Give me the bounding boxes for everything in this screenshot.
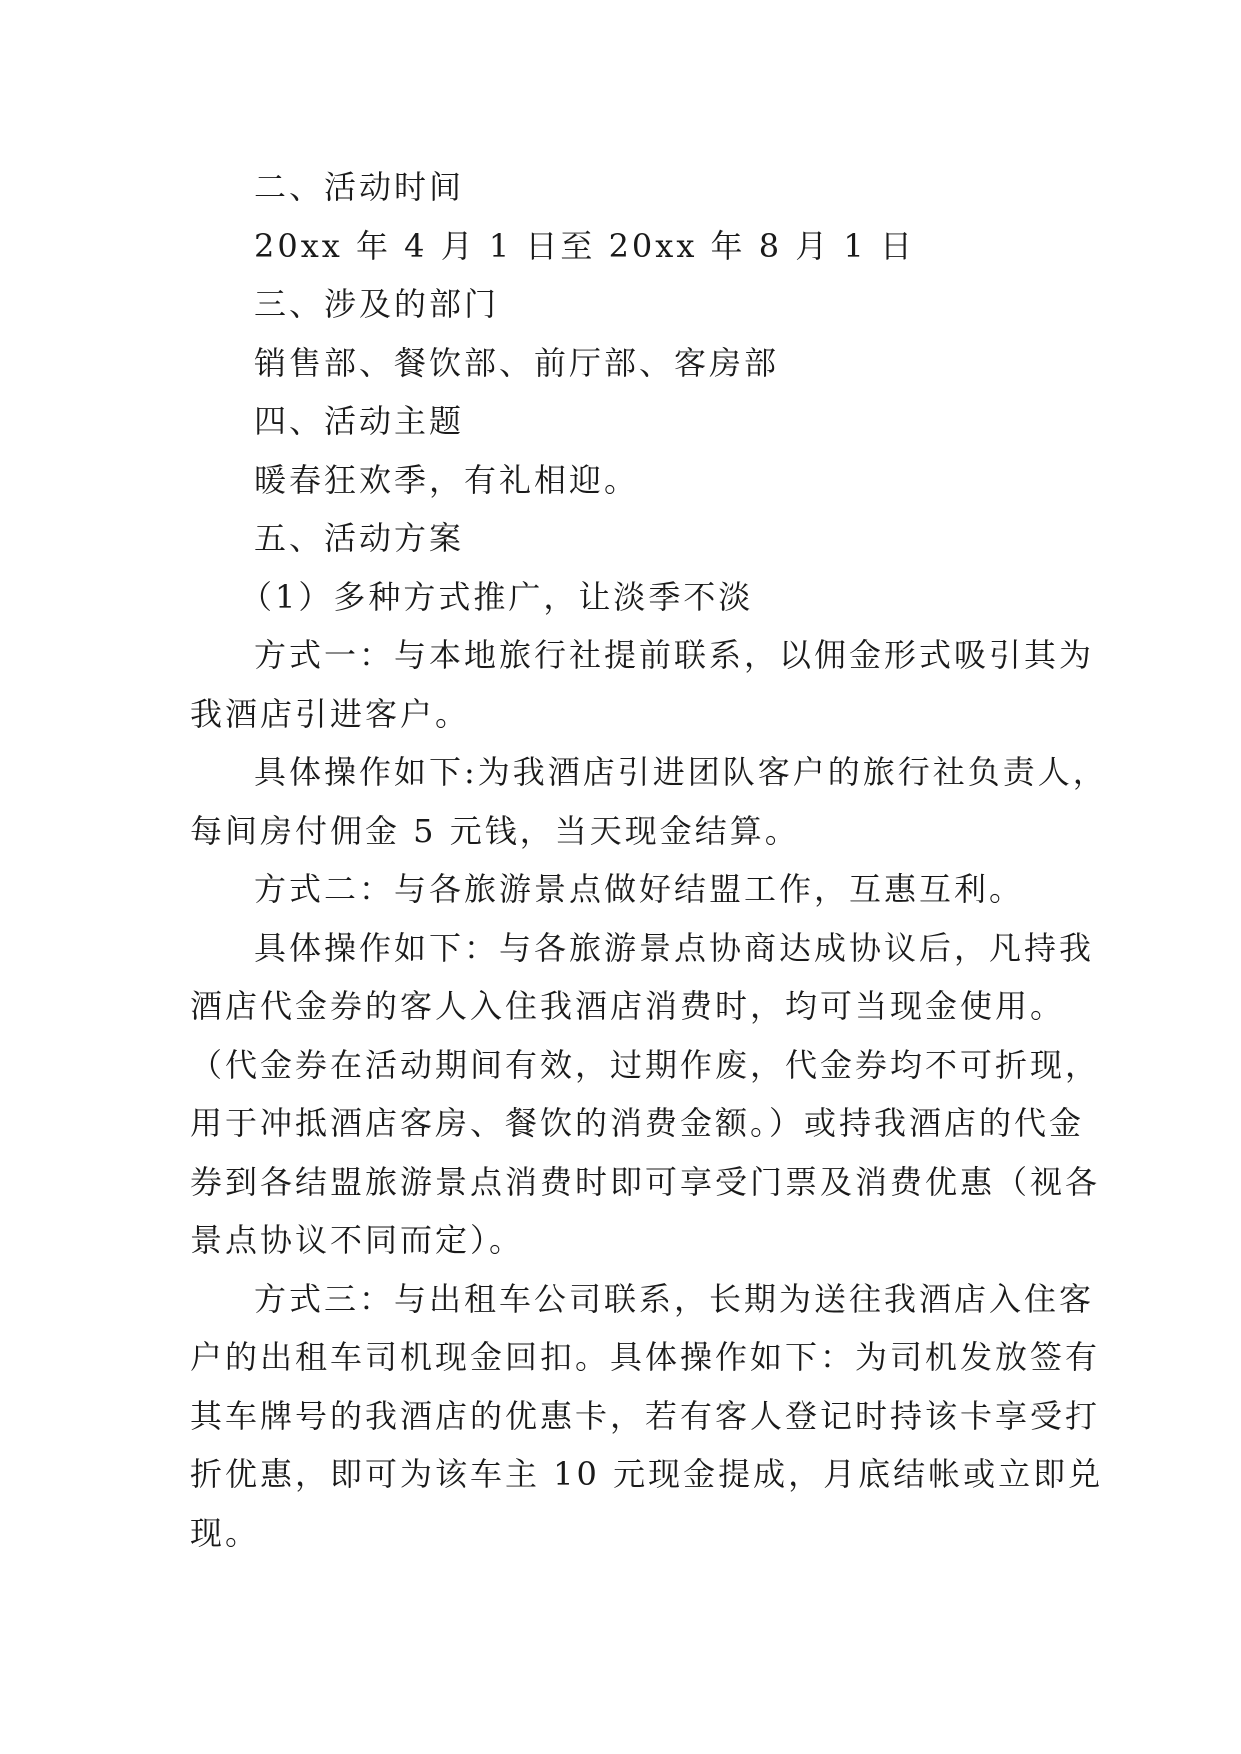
departments-list: 销售部、餐饮部、前厅部、客房部 — [254, 343, 780, 382]
paragraph-line: 具体操作如下：与各旅游景点协商达成协议后，凡持我 — [254, 928, 1095, 967]
section-heading-departments: 三、涉及的部门 — [254, 285, 500, 323]
subsection-heading-promotion: （1）多种方式推广，让淡季不淡 — [240, 577, 754, 616]
paragraph-line: 方式一：与本地旅行社提前联系，以佣金形式吸引其为 — [254, 636, 1095, 674]
paragraph-line: 券到各结盟旅游景点消费时即可享受门票及消费优惠（视各 — [190, 1162, 1101, 1201]
paragraph-line: 方式三：与出租车公司联系，长期为送往我酒店入住客 — [254, 1279, 1095, 1318]
paragraph-line: 现。 — [190, 1513, 261, 1552]
section-heading-activity-time: 二、活动时间 — [254, 168, 465, 206]
paragraph-line: 具体操作如下:为我酒店引进团队客户的旅行社负责人， — [254, 753, 1108, 791]
section-heading-theme: 四、活动主题 — [254, 402, 465, 440]
document-body — [190, 158, 1108, 1562]
paragraph-line: 其车牌号的我酒店的优惠卡，若有客人登记时持该卡享受打 — [190, 1396, 1101, 1435]
activity-theme: 暖春狂欢季，有礼相迎。 — [254, 460, 640, 499]
paragraph-line: 方式二：与各旅游景点做好结盟工作，互惠互利。 — [254, 870, 1025, 908]
paragraph-line: 酒店代金券的客人入住我酒店消费时，均可当现金使用。 — [190, 987, 1066, 1025]
paragraph-line: 景点协议不同而定）。 — [190, 1221, 525, 1259]
paragraph-line: 每间房付佣金 5 元钱，当天现金结算。 — [190, 811, 800, 850]
section-heading-plan: 五、活动方案 — [254, 519, 465, 557]
paragraph-line: 户的出租车司机现金回扣。具体操作如下：为司机发放签有 — [190, 1338, 1101, 1376]
paragraph-line: （代金券在活动期间有效，过期作废，代金券均不可折现， — [190, 1045, 1101, 1084]
paragraph-line: 用于冲抵酒店客房、餐饮的消费金额。）或持我酒店的代金 — [190, 1104, 1085, 1142]
activity-date-range: 20xx 年 4 月 1 日至 20xx 年 8 月 1 日 — [254, 226, 915, 265]
paragraph-line: 我酒店引进客户。 — [190, 694, 471, 733]
paragraph-line: 折优惠，即可为该车主 10 元现金提成，月底结帐或立即兑 — [190, 1455, 1104, 1493]
